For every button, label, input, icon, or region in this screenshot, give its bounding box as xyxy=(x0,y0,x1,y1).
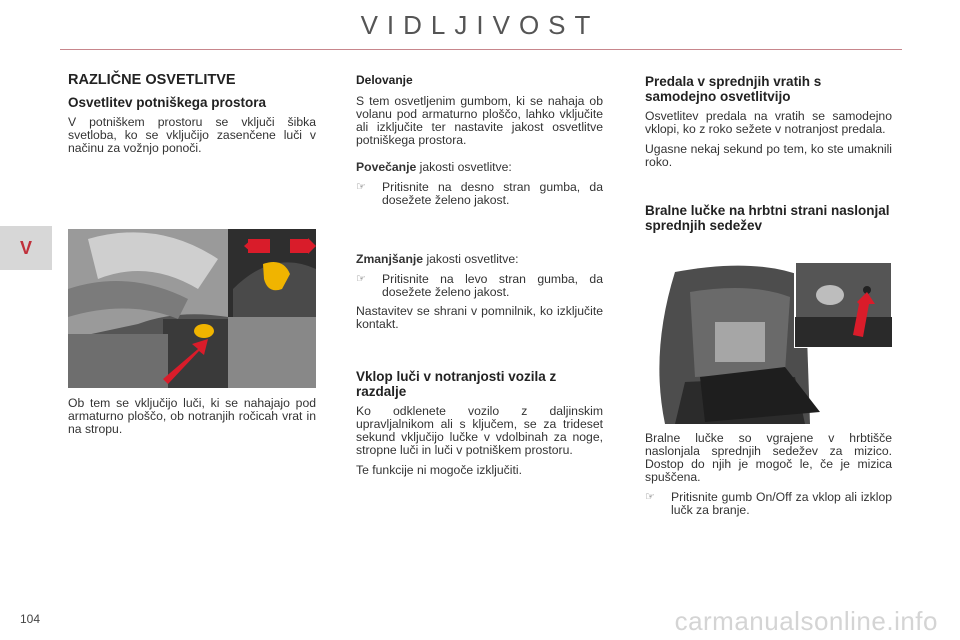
column-1 xyxy=(68,74,316,162)
increase-text: jakosti osvetlitve: xyxy=(416,160,512,174)
door-pocket-paragraph-2: Ugasne nekaj sekund po tem, ko ste umaknili roko. xyxy=(645,142,892,169)
decrease-line xyxy=(356,253,603,266)
watermark: carmanualsonline.info xyxy=(674,606,938,636)
increase-bullet-text: Pritisnite na desno stran gumba, da dosežete želeno jakost. xyxy=(382,180,603,207)
page-number: 104 xyxy=(20,612,41,626)
header-rule xyxy=(60,49,902,50)
column-1-caption xyxy=(68,397,316,443)
decrease-label: Zmanjšanje xyxy=(356,252,424,266)
door-pocket-heading: Predala v sprednjih vratih s samodejno osvetlitvijo xyxy=(645,74,822,104)
operation-heading: Delovanje xyxy=(356,73,413,87)
reading-lamps-heading: Bralne lučke na hrbtni strani naslonjal sprednjih sedežev xyxy=(645,203,890,233)
decrease-bullet xyxy=(356,273,603,299)
caption-paragraph: Ob tem se vključijo luči, ki se nahajajo pod armaturno ploščo, ob notranjih ročicah vrat in na stropu. xyxy=(68,396,316,436)
decrease-text: jakosti osvetlitve: xyxy=(423,252,519,266)
subsection-heading: Osvetlitev potniškega prostora xyxy=(68,95,267,110)
remote-lights-heading: Vklop luči v notranjosti vozila z razdalje xyxy=(356,369,557,399)
chapter-tab[interactable]: V xyxy=(0,226,52,270)
remote-lights-note: Te funkcije ni mogoče izključiti. xyxy=(356,463,522,477)
operation-paragraph: S tem osvetljenim gumbom, ki se nahaja ob volanu pod armaturno ploščo, lahko vključite ali izključite ter nastavite jakost osvetlitve potniškega prostora. xyxy=(356,94,603,147)
page-header-title: VIDLJIVOST xyxy=(360,10,600,40)
reading-lamps-paragraph: Bralne lučke so vgrajene v hrbtišče naslonjala sprednjih sedežev za mizico. Dostop do njih je mogoč le, če je mizica spuščena. xyxy=(645,431,892,484)
pointing-hand-icon: ☞ xyxy=(645,491,655,503)
reading-lamps-bullet-text: Pritisnite gumb On/Off za vklop ali izklop lučk za branje. xyxy=(671,490,892,517)
increase-bullet xyxy=(356,181,603,207)
section-heading: RAZLIČNE OSVETLITVE xyxy=(68,72,236,88)
pointing-hand-icon: ☞ xyxy=(356,273,366,285)
increase-label: Povečanje xyxy=(356,160,417,174)
decrease-bullet-text: Pritisnite na levo stran gumba, da dosežete želeno jakost. xyxy=(382,272,603,299)
door-pocket-paragraph: Osvetlitev predala na vratih se samodejno vklopi, ko z roko sežete v notranjost predala. xyxy=(645,109,892,136)
seatback-lamp-illustration xyxy=(645,262,892,424)
column-3-lower xyxy=(645,432,892,523)
remote-lights-paragraph: Ko odklenete vozilo z daljinskim upravljalnikom ali s ključem, se za trideset sekund vključijo lučke v vdolbinah za noge, stropne luči in luči v potniškem prostoru. xyxy=(356,404,603,457)
column-3 xyxy=(645,74,892,239)
dashboard-switch-illustration xyxy=(68,229,316,388)
reading-lamps-bullet xyxy=(645,491,892,517)
dashboard-switch-photo xyxy=(68,229,316,388)
seatback-lamp-photo xyxy=(645,262,892,424)
column-2 xyxy=(356,74,603,484)
memory-paragraph: Nastavitev se shrani v pomnilnik, ko izključite kontakt. xyxy=(356,304,603,331)
pointing-hand-icon: ☞ xyxy=(356,181,366,193)
intro-paragraph: V potniškem prostoru se vključi šibka svetloba, ko se vključijo zasenčene luči v načinu za vožnjo ponoči. xyxy=(68,115,316,155)
increase-line xyxy=(356,161,603,174)
